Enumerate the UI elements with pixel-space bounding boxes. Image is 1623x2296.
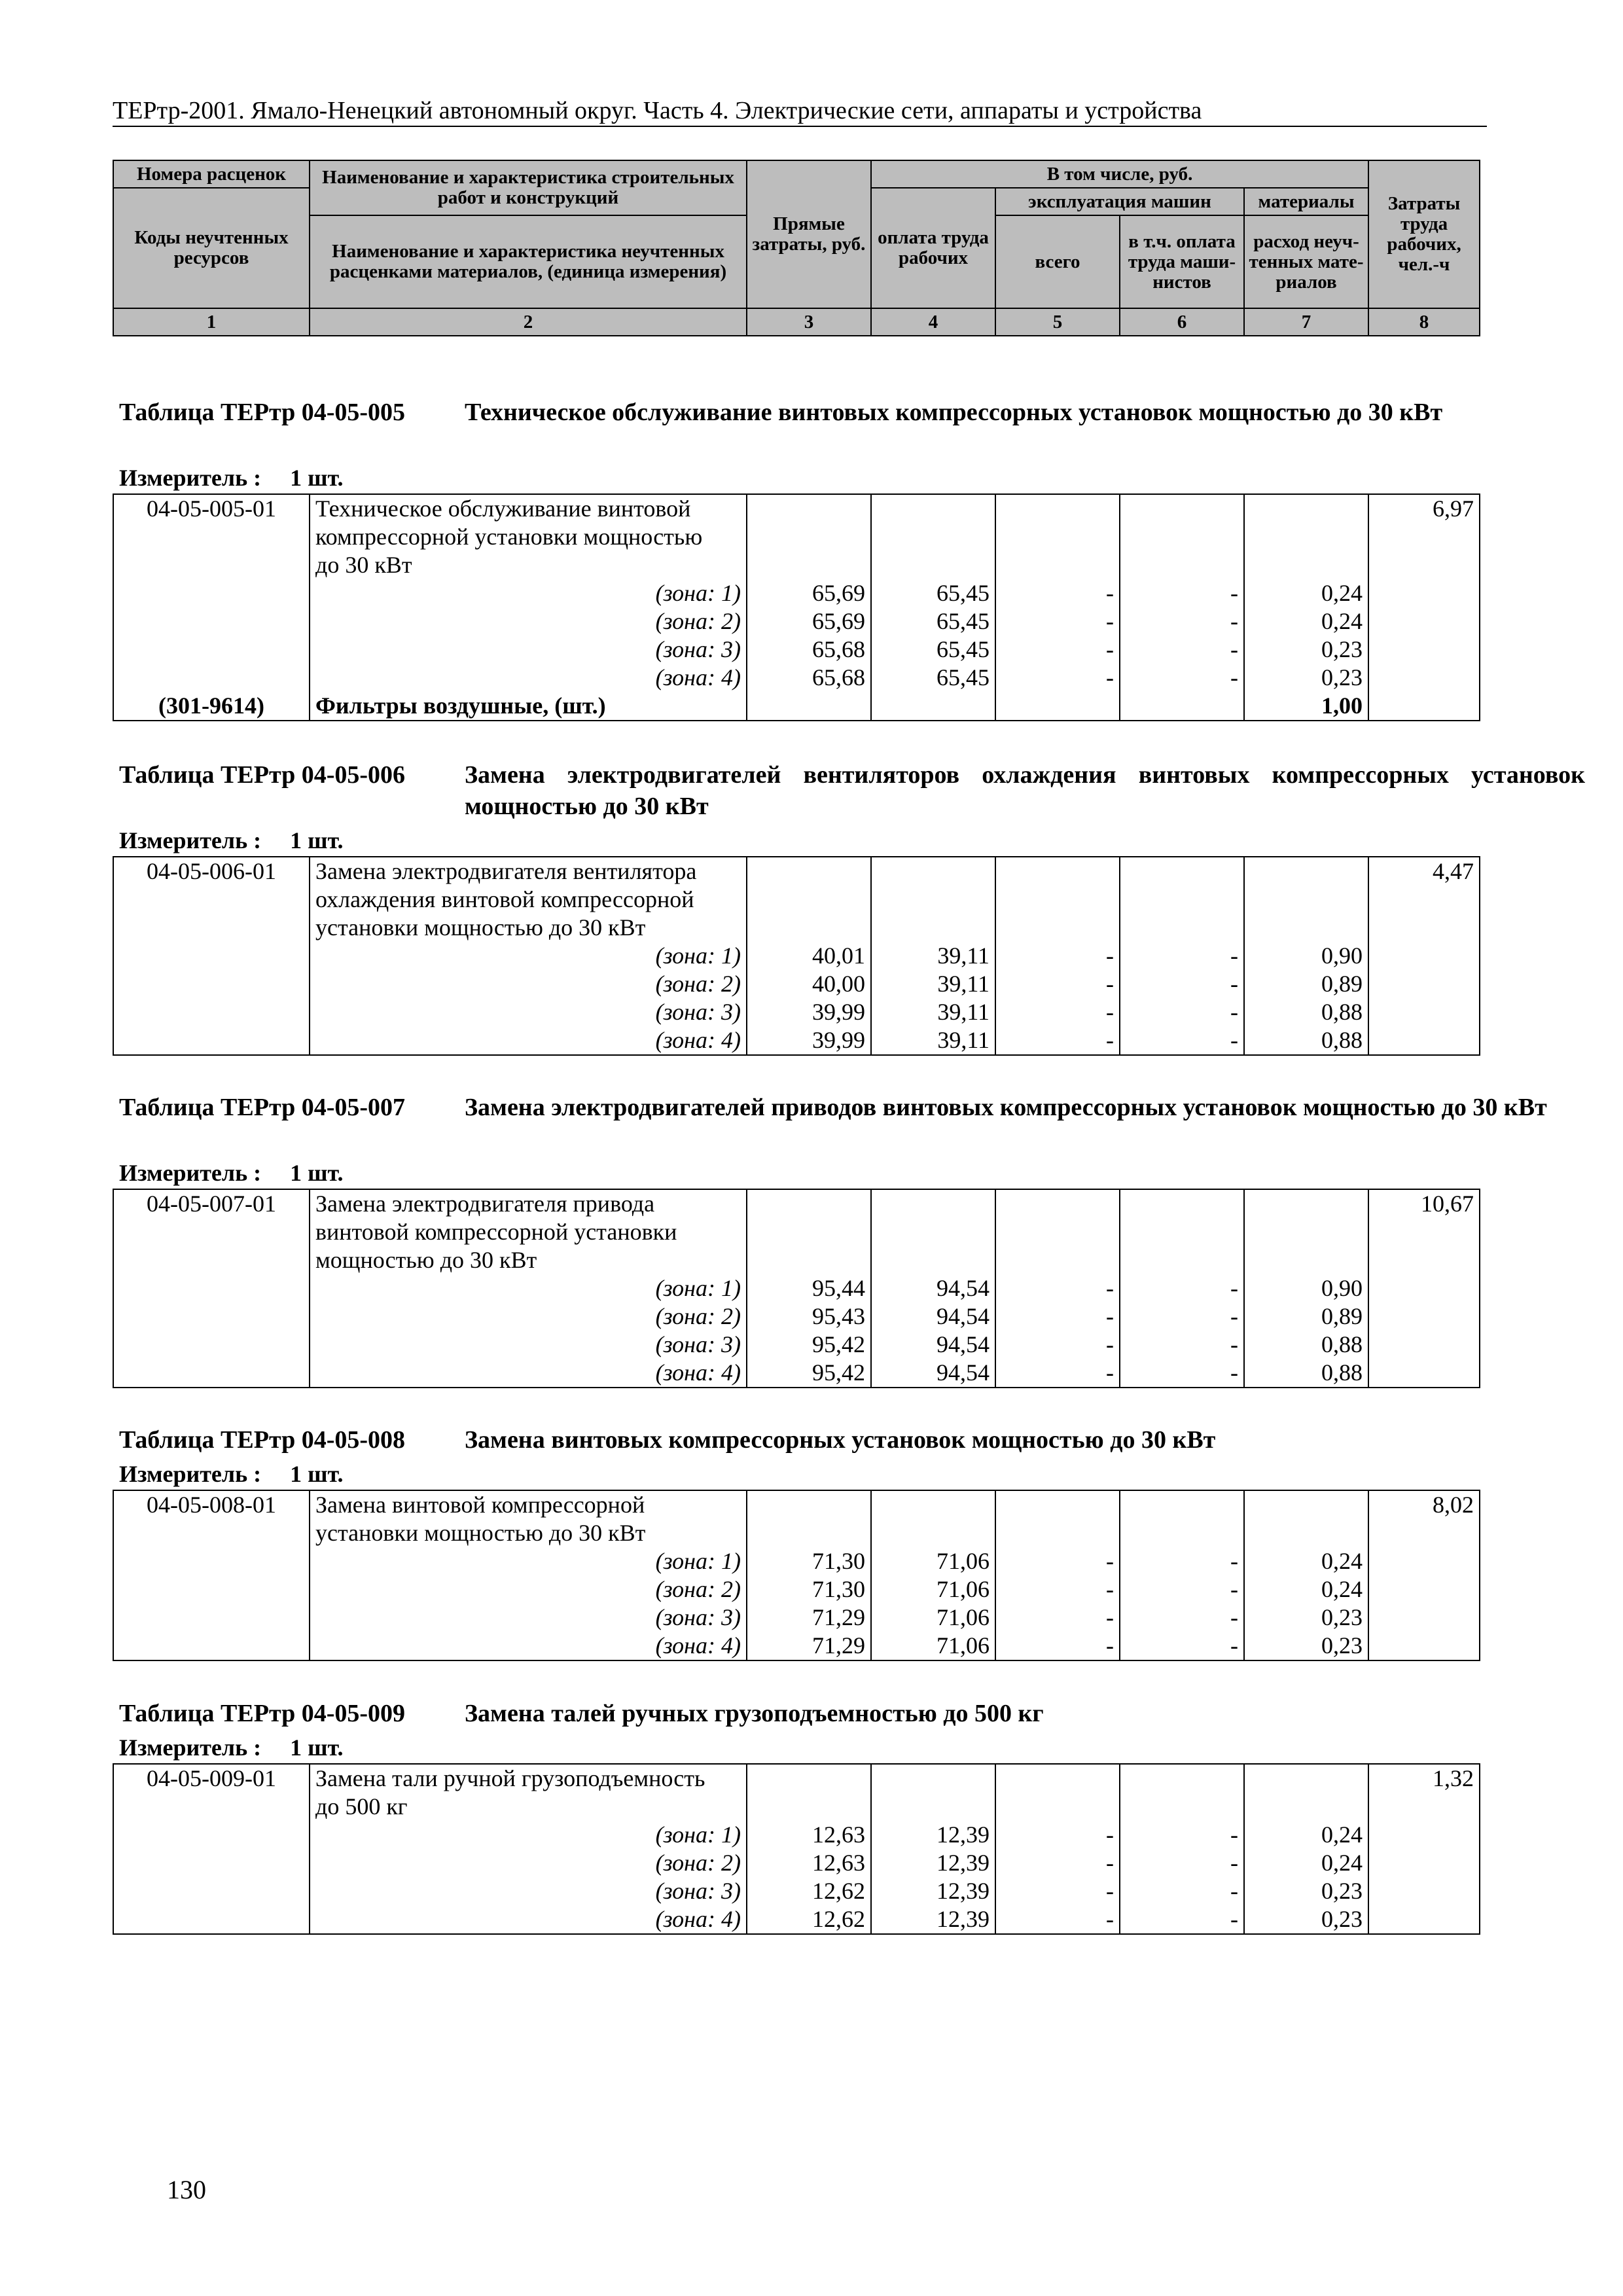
pay-value: 71,06 <box>871 1604 995 1632</box>
rate-code: 04-05-009-01 <box>113 1764 310 1793</box>
zone-row <box>113 970 1480 998</box>
head-machines: эксплуатация машин <box>995 188 1244 215</box>
machinist-pay: - <box>1120 970 1244 998</box>
rate-code: 04-05-008-01 <box>113 1490 310 1519</box>
zone-row <box>113 942 1480 970</box>
zone-label: (зона: 2) <box>310 1849 747 1877</box>
head-rates-numbers: Номера расценок <box>113 160 310 188</box>
measure-unit: 1 шт. <box>290 1461 344 1487</box>
pay-value: 65,45 <box>871 607 995 636</box>
head-pay: оплата труда рабочих <box>871 188 995 308</box>
machinist-pay: - <box>1120 942 1244 970</box>
materials-value: 0,89 <box>1244 1302 1368 1331</box>
machines-total: - <box>995 942 1120 970</box>
zone-row <box>113 1849 1480 1877</box>
machines-total: - <box>995 607 1120 636</box>
measure-unit: 1 шт. <box>290 1160 344 1186</box>
machinist-pay: - <box>1120 1575 1244 1604</box>
materials-value: 0,24 <box>1244 1575 1368 1604</box>
pay-value: 12,39 <box>871 1849 995 1877</box>
head-material-use: расход неуч-тенных мате-риалов <box>1244 215 1368 308</box>
zone-label: (зона: 1) <box>310 1547 747 1575</box>
pay-value: 94,54 <box>871 1331 995 1359</box>
pay-value: 71,06 <box>871 1547 995 1575</box>
head-work-name: Наименование и характеристика строительных работ и конструкций <box>310 160 747 215</box>
direct-cost: 95,43 <box>747 1302 871 1331</box>
materials-value: 0,23 <box>1244 1877 1368 1905</box>
zone-row <box>113 636 1480 664</box>
rate-table <box>113 493 1480 721</box>
materials-value: 0,23 <box>1244 664 1368 692</box>
rate-table-section <box>113 759 1585 1056</box>
measure-label: Измеритель : <box>119 465 262 491</box>
pay-value: 39,11 <box>871 998 995 1026</box>
col-num: 3 <box>747 308 871 336</box>
rate-description: до 500 кг <box>310 1793 747 1821</box>
col-num: 2 <box>310 308 747 336</box>
direct-cost: 71,30 <box>747 1547 871 1575</box>
direct-cost: 12,63 <box>747 1821 871 1849</box>
rate-description: винтовой компрессорной установки <box>310 1218 747 1246</box>
rate-description: Замена винтовой компрессорной <box>310 1490 747 1519</box>
col-num: 7 <box>1244 308 1368 336</box>
direct-cost: 65,69 <box>747 579 871 607</box>
rate-description: компрессорной установки мощностью <box>310 523 747 551</box>
materials-value: 0,23 <box>1244 1905 1368 1934</box>
machines-total: - <box>995 998 1120 1026</box>
col-num: 6 <box>1120 308 1244 336</box>
materials-value: 0,90 <box>1244 942 1368 970</box>
materials-value: 0,24 <box>1244 579 1368 607</box>
zone-row <box>113 1331 1480 1359</box>
col-num: 8 <box>1368 308 1480 336</box>
measure-line <box>113 1157 1479 1189</box>
resource-code: (301-9614) <box>113 692 310 721</box>
rate-description: до 30 кВт <box>310 551 747 579</box>
machines-total: - <box>995 636 1120 664</box>
zone-row <box>113 1547 1480 1575</box>
machines-total: - <box>995 970 1120 998</box>
pay-value: 12,39 <box>871 1821 995 1849</box>
pay-value: 12,39 <box>871 1877 995 1905</box>
machines-total: - <box>995 1877 1120 1905</box>
measure-line <box>113 1732 1479 1763</box>
zone-row <box>113 1905 1480 1934</box>
zone-row <box>113 1632 1480 1660</box>
zone-row <box>113 1274 1480 1302</box>
measure-label: Измеритель : <box>119 827 262 853</box>
pay-value: 39,11 <box>871 1026 995 1055</box>
direct-cost: 95,44 <box>747 1274 871 1302</box>
measure-label: Измеритель : <box>119 1734 262 1761</box>
direct-cost: 71,29 <box>747 1632 871 1660</box>
head-materials-name: Наименование и характеристика неучтенных расценками материалов, (единица измерения) <box>310 215 747 308</box>
table-title: Техническое обслуживание винтовых компрессорных установок мощностью до 30 кВт <box>465 399 1443 426</box>
pay-value: 71,06 <box>871 1632 995 1660</box>
machinist-pay: - <box>1120 664 1244 692</box>
zone-label: (зона: 4) <box>310 664 747 692</box>
direct-cost: 12,62 <box>747 1877 871 1905</box>
machines-total: - <box>995 1274 1120 1302</box>
zone-label: (зона: 1) <box>310 579 747 607</box>
rate-table <box>113 856 1480 1056</box>
machinist-pay: - <box>1120 1821 1244 1849</box>
machinist-pay: - <box>1120 1604 1244 1632</box>
resource-row <box>113 692 1480 721</box>
measure-line <box>113 462 1479 493</box>
materials-value: 0,90 <box>1244 1274 1368 1302</box>
direct-cost: 95,42 <box>747 1359 871 1388</box>
direct-cost: 39,99 <box>747 1026 871 1055</box>
materials-value: 0,23 <box>1244 636 1368 664</box>
rate-table <box>113 1490 1480 1661</box>
machinist-pay: - <box>1120 1302 1244 1331</box>
rate-description: Замена электродвигателя вентилятора <box>310 857 747 886</box>
machines-total: - <box>995 1547 1120 1575</box>
machines-total: - <box>995 1849 1120 1877</box>
machinist-pay: - <box>1120 1359 1244 1388</box>
zone-label: (зона: 4) <box>310 1359 747 1388</box>
pay-value: 39,11 <box>871 970 995 998</box>
rate-description: установки мощностью до 30 кВт <box>310 1519 747 1547</box>
table-label: Таблица ТЕРтр 04-05-008 <box>119 1426 406 1454</box>
materials-value: 0,24 <box>1244 607 1368 636</box>
materials-value: 0,88 <box>1244 1026 1368 1055</box>
machinist-pay: - <box>1120 1331 1244 1359</box>
machines-total: - <box>995 1359 1120 1388</box>
materials-value: 0,23 <box>1244 1632 1368 1660</box>
zone-label: (зона: 2) <box>310 607 747 636</box>
measure-label: Измеритель : <box>119 1160 262 1186</box>
machines-total: - <box>995 1604 1120 1632</box>
direct-cost: 65,68 <box>747 636 871 664</box>
machinist-pay: - <box>1120 1026 1244 1055</box>
rate-description: мощностью до 30 кВт <box>310 1246 747 1274</box>
zone-row <box>113 1604 1480 1632</box>
column-header-table <box>113 160 1480 336</box>
machinist-pay: - <box>1120 1849 1244 1877</box>
measure-line <box>113 825 1479 856</box>
zone-row <box>113 998 1480 1026</box>
materials-value: 0,24 <box>1244 1547 1368 1575</box>
zone-row <box>113 1302 1480 1331</box>
machinist-pay: - <box>1120 607 1244 636</box>
rate-description: установки мощностью до 30 кВт <box>310 914 747 942</box>
measure-unit: 1 шт. <box>290 827 344 853</box>
pay-value: 65,45 <box>871 579 995 607</box>
labor-value: 6,97 <box>1368 494 1480 523</box>
head-direct-costs: Прямые затраты, руб. <box>747 160 871 308</box>
machinist-pay: - <box>1120 1905 1244 1934</box>
table-title: Замена талей ручных грузоподъемностью до 500 кг <box>465 1700 1044 1727</box>
pay-value: 94,54 <box>871 1302 995 1331</box>
zone-label: (зона: 1) <box>310 942 747 970</box>
materials-value: 0,23 <box>1244 1604 1368 1632</box>
zone-label: (зона: 4) <box>310 1632 747 1660</box>
machinist-pay: - <box>1120 579 1244 607</box>
measure-unit: 1 шт. <box>290 465 344 491</box>
rate-table <box>113 1763 1480 1935</box>
machinist-pay: - <box>1120 998 1244 1026</box>
materials-value: 0,88 <box>1244 1359 1368 1388</box>
zone-label: (зона: 4) <box>310 1905 747 1934</box>
rate-description: Замена электродвигателя привода <box>310 1189 747 1218</box>
pay-value: 39,11 <box>871 942 995 970</box>
zone-label: (зона: 3) <box>310 1604 747 1632</box>
direct-cost: 95,42 <box>747 1331 871 1359</box>
rate-description: Техническое обслуживание винтовой <box>310 494 747 523</box>
machines-total: - <box>995 1821 1120 1849</box>
machines-total: - <box>995 579 1120 607</box>
zone-label: (зона: 2) <box>310 970 747 998</box>
head-resource-codes: Коды неучтенных ресурсов <box>113 188 310 308</box>
pay-value: 94,54 <box>871 1274 995 1302</box>
table-label: Таблица ТЕРтр 04-05-007 <box>119 1094 406 1121</box>
labor-value: 8,02 <box>1368 1490 1480 1519</box>
table-title: Замена винтовых компрессорных установок мощностью до 30 кВт <box>465 1426 1216 1454</box>
measure-line <box>113 1458 1479 1490</box>
machinist-pay: - <box>1120 1632 1244 1660</box>
machines-total: - <box>995 1632 1120 1660</box>
zone-label: (зона: 1) <box>310 1821 747 1849</box>
rate-table-section <box>113 397 1479 721</box>
rate-description: Замена тали ручной грузоподъемность <box>310 1764 747 1793</box>
zone-row <box>113 664 1480 692</box>
table-title: Замена электродвигателей вентиляторов охлаждения винтовых компрессорных установок мощностью до 30 кВт <box>465 761 1585 820</box>
machinist-pay: - <box>1120 1877 1244 1905</box>
head-materials: материалы <box>1244 188 1368 215</box>
zone-label: (зона: 4) <box>310 1026 747 1055</box>
zone-label: (зона: 3) <box>310 636 747 664</box>
head-labor: Затраты труда рабочих, чел.-ч <box>1368 160 1480 308</box>
direct-cost: 40,01 <box>747 942 871 970</box>
machines-total: - <box>995 1575 1120 1604</box>
materials-value: 0,88 <box>1244 1331 1368 1359</box>
table-label: Таблица ТЕРтр 04-05-009 <box>119 1700 406 1727</box>
rate-table-section <box>113 1424 1479 1661</box>
direct-cost: 12,63 <box>747 1849 871 1877</box>
rate-code: 04-05-006-01 <box>113 857 310 886</box>
zone-row <box>113 1821 1480 1849</box>
rate-code: 04-05-005-01 <box>113 494 310 523</box>
machinist-pay: - <box>1120 1547 1244 1575</box>
labor-value: 10,67 <box>1368 1189 1480 1218</box>
zone-label: (зона: 3) <box>310 998 747 1026</box>
zone-row <box>113 1026 1480 1055</box>
machines-total: - <box>995 1905 1120 1934</box>
measure-unit: 1 шт. <box>290 1734 344 1761</box>
head-total: всего <box>995 215 1120 308</box>
rate-table-section <box>113 1092 1547 1388</box>
head-machinist-pay: в т.ч. оплата труда маши-нистов <box>1120 215 1244 308</box>
machines-total: - <box>995 1331 1120 1359</box>
materials-value: 0,24 <box>1244 1849 1368 1877</box>
head-including: В том числе, руб. <box>871 160 1368 188</box>
rate-table-section <box>113 1698 1479 1935</box>
direct-cost: 12,62 <box>747 1905 871 1934</box>
resource-quantity: 1,00 <box>1244 692 1368 721</box>
table-label: Таблица ТЕРтр 04-05-006 <box>119 761 406 789</box>
direct-cost: 39,99 <box>747 998 871 1026</box>
pay-value: 65,45 <box>871 664 995 692</box>
page-header: ТЕРтр-2001. Ямало-Ненецкий автономный округ. Часть 4. Электрические сети, аппараты и устройства <box>113 96 1487 127</box>
labor-value: 4,47 <box>1368 857 1480 886</box>
machines-total: - <box>995 1026 1120 1055</box>
machines-total: - <box>995 664 1120 692</box>
direct-cost: 40,00 <box>747 970 871 998</box>
pay-value: 94,54 <box>871 1359 995 1388</box>
col-num: 5 <box>995 308 1120 336</box>
pay-value: 12,39 <box>871 1905 995 1934</box>
page-number: 130 <box>167 2175 206 2204</box>
direct-cost: 65,68 <box>747 664 871 692</box>
zone-label: (зона: 2) <box>310 1302 747 1331</box>
zone-row <box>113 579 1480 607</box>
materials-value: 0,88 <box>1244 998 1368 1026</box>
zone-row <box>113 1877 1480 1905</box>
table-label: Таблица ТЕРтр 04-05-005 <box>119 399 406 426</box>
zone-label: (зона: 3) <box>310 1877 747 1905</box>
direct-cost: 71,29 <box>747 1604 871 1632</box>
zone-row <box>113 1575 1480 1604</box>
pay-value: 71,06 <box>871 1575 995 1604</box>
direct-cost: 65,69 <box>747 607 871 636</box>
machinist-pay: - <box>1120 636 1244 664</box>
col-num: 4 <box>871 308 995 336</box>
machines-total: - <box>995 1302 1120 1331</box>
rate-table <box>113 1189 1480 1388</box>
direct-cost: 71,30 <box>747 1575 871 1604</box>
table-title: Замена электродвигателей приводов винтовых компрессорных установок мощностью до 30 кВт <box>465 1094 1547 1121</box>
zone-row <box>113 1359 1480 1388</box>
resource-name: Фильтры воздушные, (шт.) <box>310 692 747 721</box>
zone-label: (зона: 2) <box>310 1575 747 1604</box>
rate-code: 04-05-007-01 <box>113 1189 310 1218</box>
zone-row <box>113 607 1480 636</box>
zone-label: (зона: 1) <box>310 1274 747 1302</box>
measure-label: Измеритель : <box>119 1461 262 1487</box>
zone-label: (зона: 3) <box>310 1331 747 1359</box>
rate-description: охлаждения винтовой компрессорной <box>310 886 747 914</box>
labor-value: 1,32 <box>1368 1764 1480 1793</box>
machinist-pay: - <box>1120 1274 1244 1302</box>
materials-value: 0,89 <box>1244 970 1368 998</box>
col-num: 1 <box>113 308 310 336</box>
pay-value: 65,45 <box>871 636 995 664</box>
materials-value: 0,24 <box>1244 1821 1368 1849</box>
